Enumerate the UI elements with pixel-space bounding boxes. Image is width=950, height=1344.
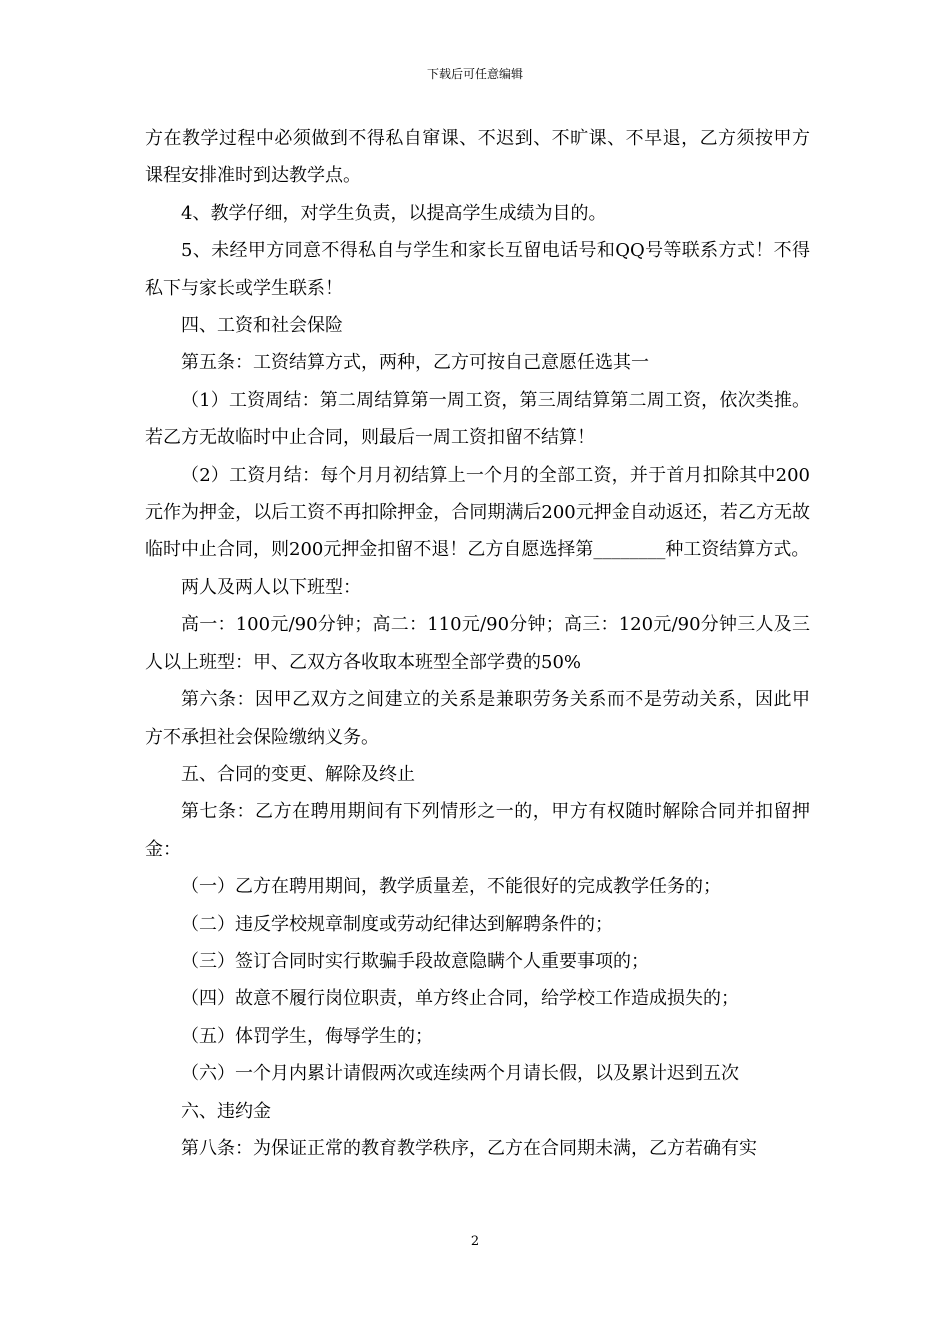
list-item: （三）签订合同时实行欺骗手段故意隐瞒个人重要事项的； <box>181 950 649 972</box>
article-paragraph: 第八条：为保证正常的教育教学秩序，乙方在合同期未满，乙方若确有实 <box>181 1137 757 1159</box>
paragraph: 5、未经甲方同意不得私自与学生和家长互留电话号和QQ号等联系方式！不得私下与家长或学生联系！ <box>145 240 810 299</box>
page-number: 2 <box>470 1234 480 1249</box>
paragraph: 4、教学仔细，对学生负责，以提高学生成绩为目的。 <box>181 202 607 224</box>
paragraph: （1）工资周结：第二周结算第一周工资，第三周结算第二周工资，依次类推。若乙方无故临时中止合同，则最后一周工资扣留不结算！ <box>145 389 810 449</box>
article-paragraph: 第六条：因甲乙双方之间建立的关系是兼职劳务关系而不是劳动关系，因此甲方不承担社会保险缴纳义务。 <box>145 689 810 748</box>
list-item: （六）一个月内累计请假两次或连续两个月请长假，以及累计迟到五次 <box>181 1063 739 1085</box>
list-item: （四）故意不履行岗位职责，单方终止合同，给学校工作造成损失的； <box>181 988 739 1010</box>
list-item: （一）乙方在聘用期间，教学质量差，不能很好的完成教学任务的； <box>181 876 721 898</box>
list-item: （五）体罚学生，侮辱学生的； <box>181 1025 433 1047</box>
article-paragraph: 第七条：乙方在聘用期间有下列情形之一的，甲方有权随时解除合同并扣留押金： <box>145 801 810 860</box>
list-item: （二）违反学校规章制度或劳动纪律达到解聘条件的； <box>181 913 613 935</box>
section-heading: 五、合同的变更、解除及终止 <box>181 763 415 785</box>
section-heading: 四、工资和社会保险 <box>181 315 343 337</box>
paragraph: 方在教学过程中必须做到不得私自窜课、不迟到、不旷课、不早退，乙方须按甲方课程安排准时到达教学点。 <box>145 128 810 187</box>
paragraph: 高一：100元/90分钟；高二：110元/90分钟；高三：120元/90分钟三人及三人以上班型：甲、乙双方各收取本班型全部学费的50% <box>145 614 810 673</box>
document-body <box>145 120 810 1167</box>
paragraph: 两人及两人以下班型： <box>181 576 361 598</box>
page-header: 下载后可任意编辑 <box>426 67 523 81</box>
article-paragraph: 第五条：工资结算方式，两种，乙方可按自己意愿任选其一 <box>181 352 649 374</box>
section-heading: 六、违约金 <box>181 1100 271 1122</box>
paragraph: （2）工资月结：每个月月初结算上一个月的全部工资，并于首月扣除其中200元作为押金，以后工资不再扣除押金，合同期满后200元押金自动返还，若乙方无故临时中止合同，则200元押金扣留不退！乙方自愿选择第________种工资结算方式。 <box>145 464 810 561</box>
